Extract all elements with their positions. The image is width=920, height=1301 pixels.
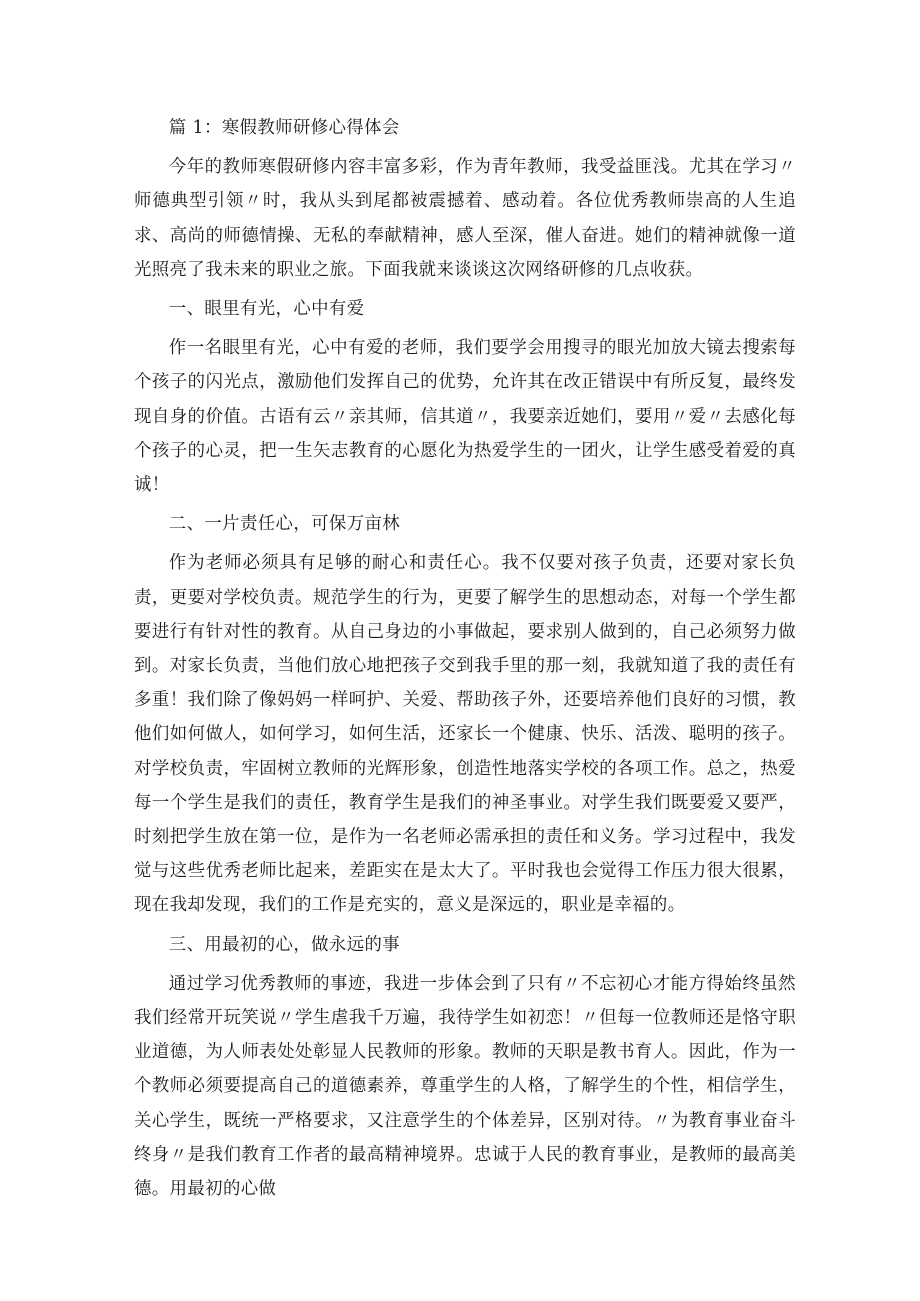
document-page [134,111,796,1206]
section-heading-2: 二、一片责任心，可保万亩林 [168,514,401,535]
section-body-3: 通过学习优秀教师的事迹，我进一步体会到了只有〃不忘初心才能方得始终虽然我们经常开玩笑说〃学生虐我千万遍，我待学生如初恋！〃但每一位教师还是恪守职业道德，为人师表处处彰显人民教师的形象。教师的天职是教书育人。因此，作为一个教师必须要提高自己的道德素养，尊重学生的人格，了解学生的个性，相信学生，关心学生，既统一严格要求，又注意学生的个体差异，区别对待。〃为教育事业奋斗终身〃是我们教育工作者的最高精神境界。忠诚于人民的教育事业，是教师的最高美德。用最初的心做 [134,973,796,1200]
intro-paragraph: 今年的教师寒假研修内容丰富多彩，作为青年教师，我受益匪浅。尤其在学习〃师德典型引领〃时，我从头到尾都被震撼着、感动着。各位优秀教师崇高的人生追求、高尚的师德情操、无私的奉献精神，感人至深，催人奋进。她们的精神就像一道光照亮了我未来的职业之旅。下面我就来谈谈这次网络研修的几点收获。 [134,157,796,280]
section-body-2: 作为老师必须具有足够的耐心和责任心。我不仅要对孩子负责，还要对家长负责，更要对学校负责。规范学生的行为，更要了解学生的思想动态，对每一个学生都要进行有针对性的教育。从自己身边的小事做起，要求别人做到的，自己必须努力做到。对家长负责，当他们放心地把孩子交到我手里的那一刻，我就知道了我的责任有多重！我们除了像妈妈一样呵护、关爱、帮助孩子外，还要培养他们良好的习惯，教他们如何做人，如何学习，如何生活，还家长一个健康、快乐、活泼、聪明的孩子。对学校负责，牢固树立教师的光辉形象，创造性地落实学校的各项工作。总之，热爱每一个学生是我们的责任，教育学生是我们的神圣事业。对学生我们既要爱又要严，时刻把学生放在第一位，是作为一名老师必需承担的责任和义务。学习过程中，我发觉与这些优秀老师比起来，差距实在是太大了。平时我也会觉得工作压力很大很累，现在我却发现，我们的工作是充实的，意义是深远的，职业是幸福的。 [134,553,796,916]
section-heading-1: 一、眼里有光，心中有爱 [168,299,365,320]
document-title: 篇 1：寒假教师研修心得体会 [168,118,400,138]
section-heading-3: 三、用最初的心，做永远的事 [168,934,401,955]
section-body-1: 作一名眼里有光，心中有爱的老师，我们要学会用搜寻的眼光加放大镜去搜索每个孩子的闪光点，激励他们发挥自己的优势，允许其在改正错误中有所反复，最终发现自身的价值。古语有云〃亲其师，信其道〃，我要亲近她们，要用〃爱〃去感化每个孩子的心灵，把一生矢志教育的心愿化为热爱学生的一团火，让学生感受着爱的真诚！ [134,338,796,496]
